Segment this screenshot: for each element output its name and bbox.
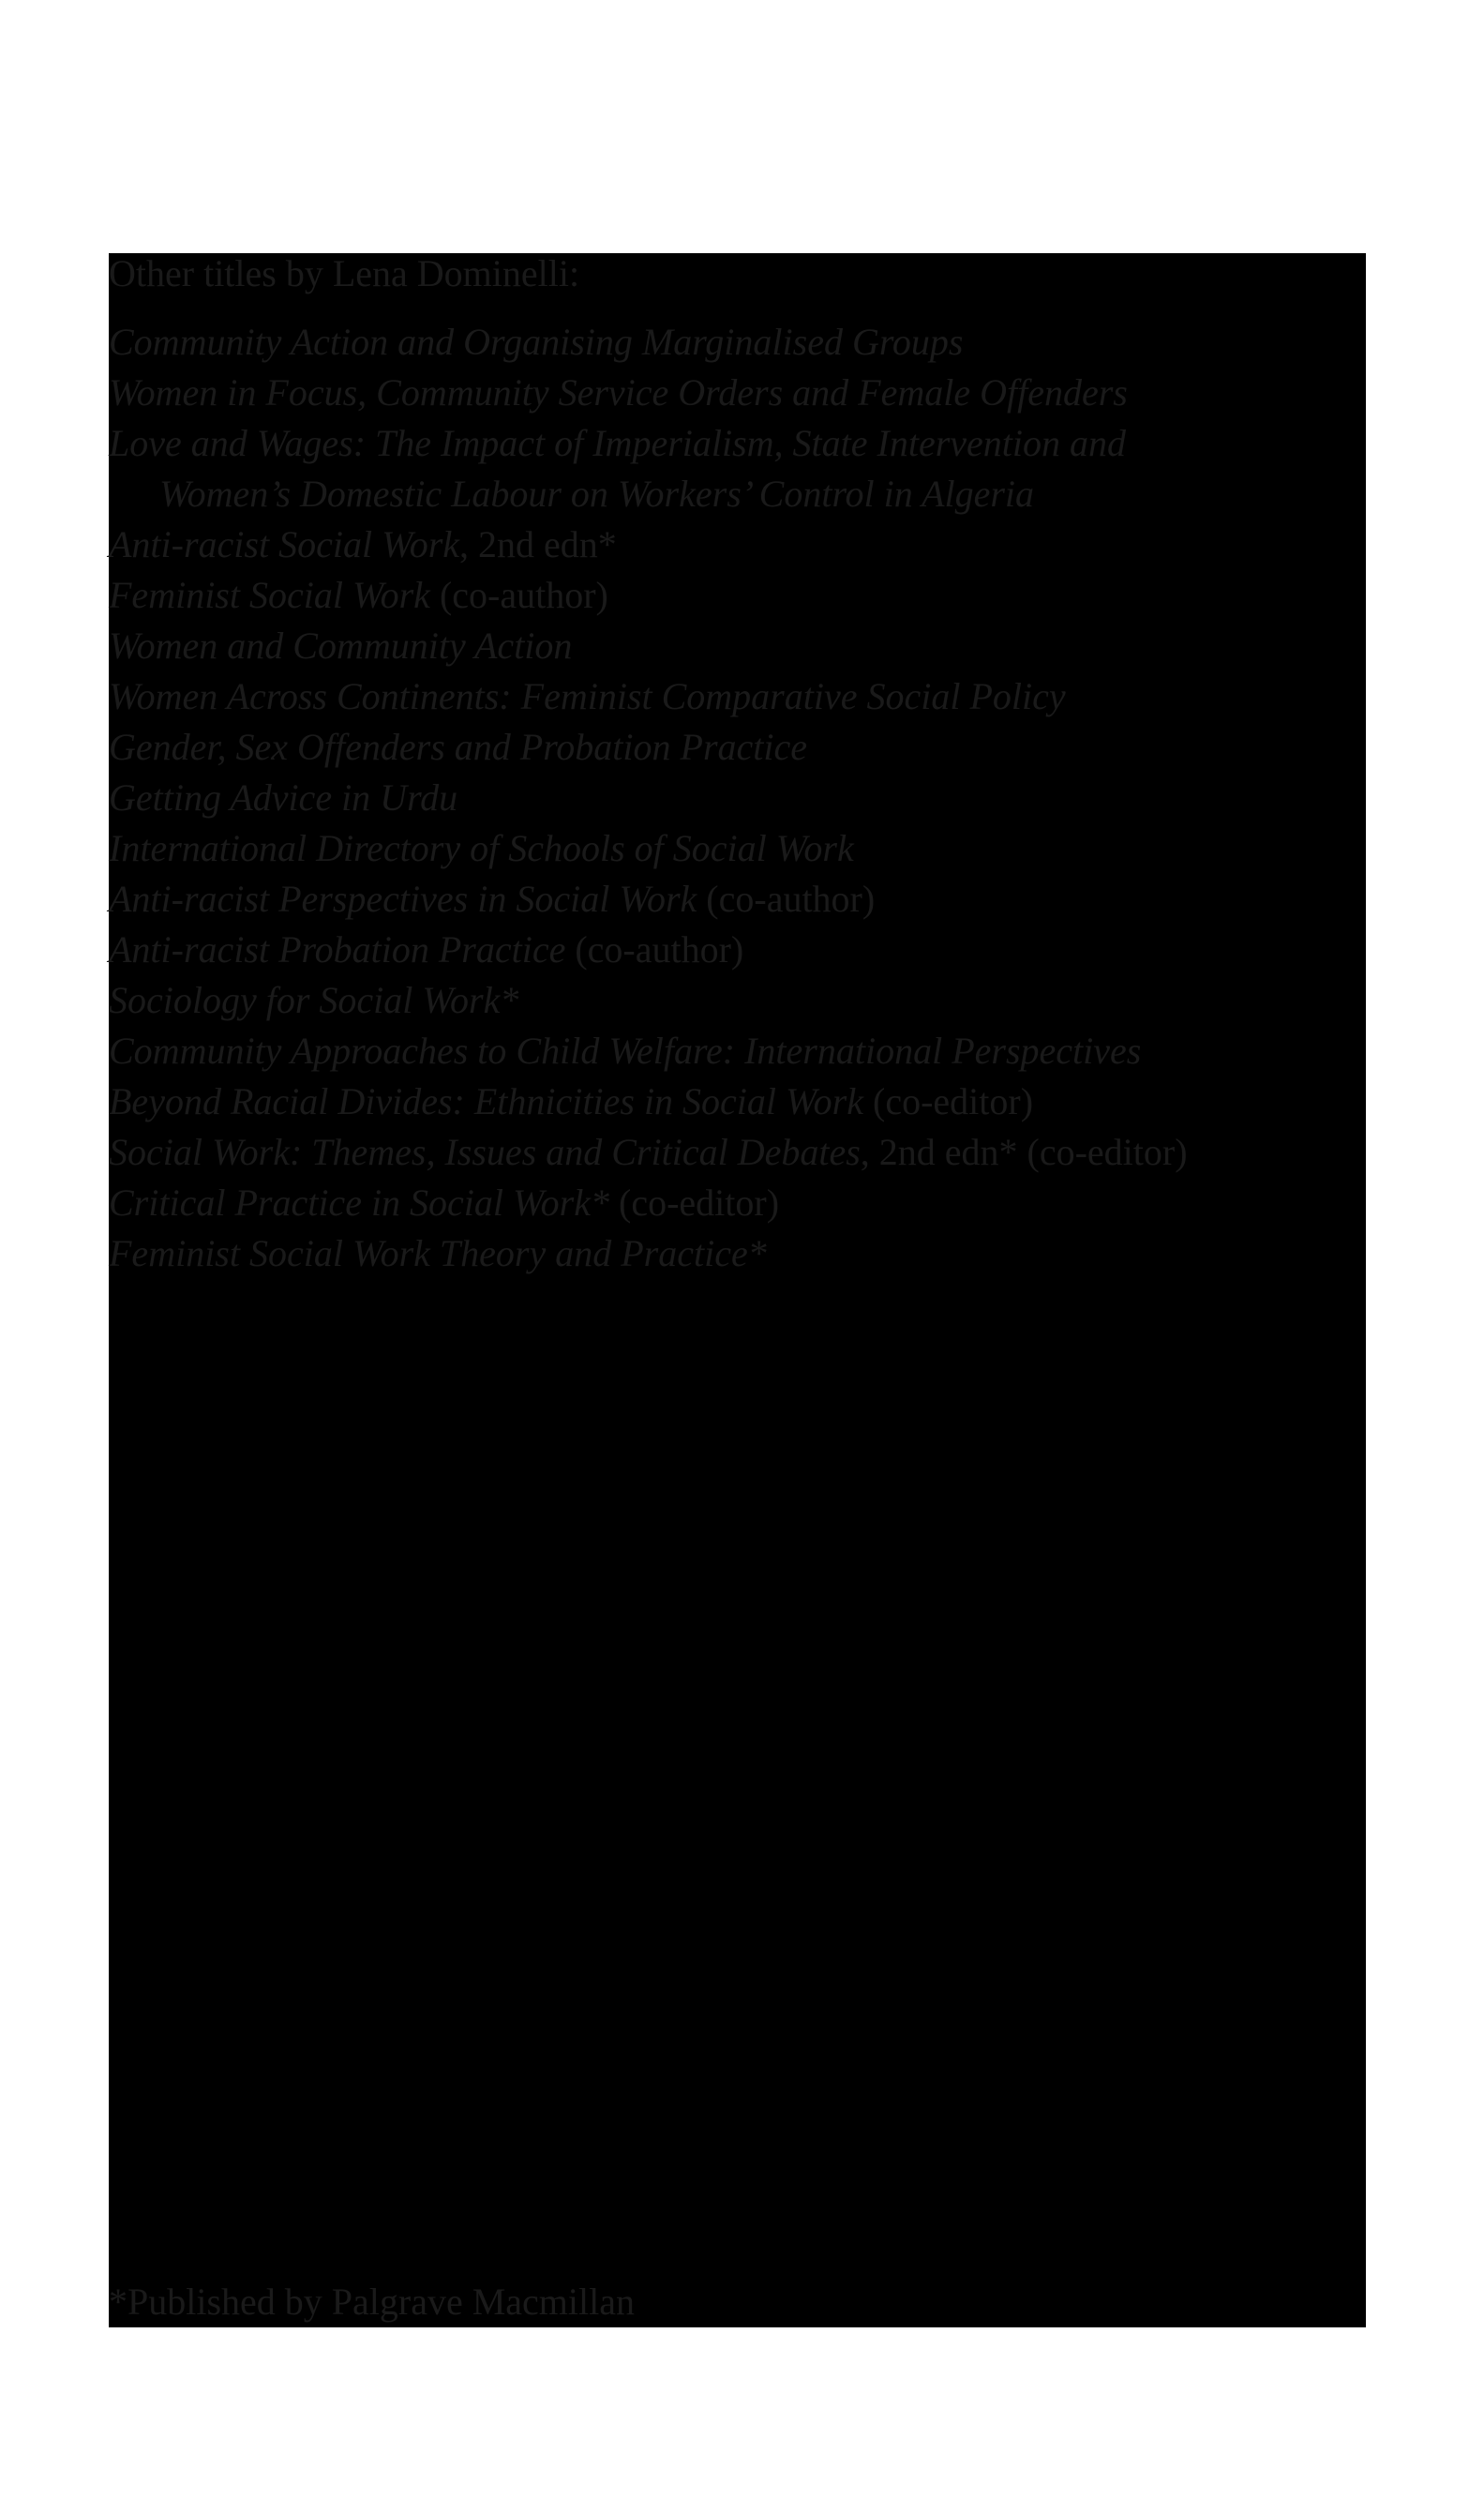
title-text: Women Across Continents: Feminist Comparative Social Policy [109, 675, 1066, 717]
title-text: Gender, Sex Offenders and Probation Practice [109, 726, 808, 768]
title-text: Sociology for Social Work* [109, 979, 519, 1021]
title-entry [109, 874, 1366, 925]
title-suffix: , 2nd edn* (co-editor) [860, 1131, 1188, 1173]
title-text: Feminist Social Work Theory and Practice* [109, 1232, 767, 1274]
title-suffix: (co-author) [429, 574, 608, 616]
footnote: *Published by Palgrave Macmillan [109, 2281, 636, 2323]
title-text: Community Approaches to Child Welfare: International Perspectives [109, 1030, 1142, 1072]
title-entry [109, 1026, 1366, 1076]
title-text: Women and Community Action [109, 625, 573, 667]
title-text: Critical Practice in Social Work* [109, 1182, 610, 1224]
title-text: Anti-racist Social Work [109, 523, 460, 565]
title-entry [109, 1228, 1366, 1279]
title-entry [109, 671, 1366, 722]
title-entry [109, 1127, 1366, 1178]
title-entry [109, 722, 1366, 773]
title-entry [109, 1076, 1366, 1127]
page-heading: Other titles by Lena Dominelli: [109, 252, 580, 294]
title-suffix: (co-editor) [609, 1182, 780, 1224]
title-suffix: (co-editor) [863, 1080, 1034, 1122]
title-text: Getting Advice in Urdu [109, 776, 458, 819]
title-text: Anti-racist Perspectives in Social Work [109, 878, 697, 920]
title-text: Women in Focus, Community Service Orders and Female Offenders [109, 371, 1128, 414]
title-text: Anti-racist Probation Practice [109, 928, 566, 971]
title-list [109, 317, 1366, 1279]
title-continuation: Women’s Domestic Labour on Workers’ Control in Algeria [159, 473, 1035, 515]
title-text: Feminist Social Work [109, 574, 430, 616]
title-entry [109, 570, 1366, 621]
title-entry [109, 621, 1366, 671]
title-text: Love and Wages: The Impact of Imperialism, State Intervention and [109, 422, 1127, 464]
title-text: Community Action and Organising Marginalised Groups [109, 321, 964, 363]
title-suffix: , 2nd edn* [459, 523, 617, 565]
title-entry [109, 317, 1366, 368]
title-entry [109, 368, 1366, 418]
text-area [109, 253, 1366, 1279]
title-text: Beyond Racial Divides: Ethnicities in Social Work [109, 1080, 863, 1122]
title-entry [109, 418, 1366, 519]
title-entry [109, 1178, 1366, 1228]
title-entry [109, 519, 1366, 570]
title-text: International Directory of Schools of Social Work [109, 827, 854, 869]
title-text: Social Work: Themes, Issues and Critical Debates [109, 1131, 861, 1173]
title-suffix: (co-author) [565, 928, 744, 971]
title-entry [109, 823, 1366, 874]
title-suffix: (co-author) [697, 878, 876, 920]
title-entry [109, 975, 1366, 1026]
title-entry [109, 773, 1366, 823]
title-entry [109, 925, 1366, 975]
